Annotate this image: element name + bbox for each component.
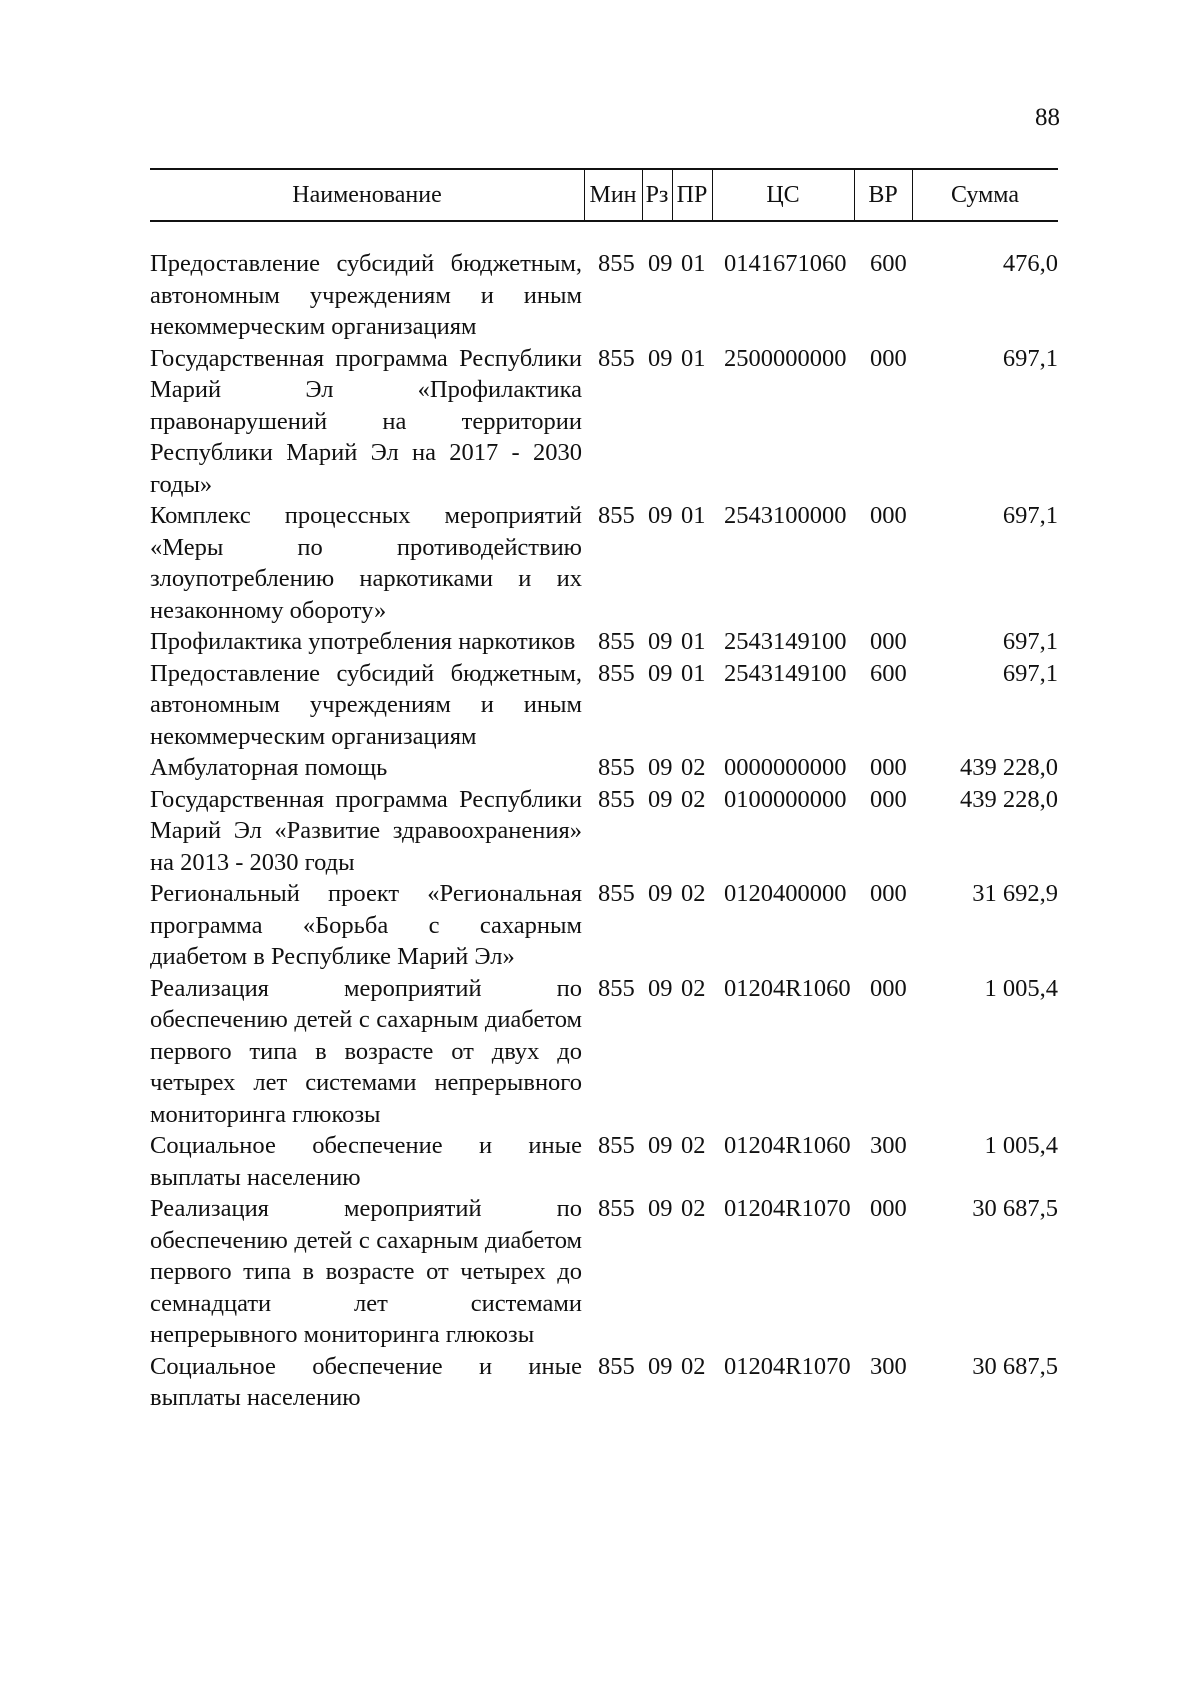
table-row (150, 878, 1058, 973)
row-pr: 01 (681, 659, 706, 687)
row-pr: 02 (681, 1132, 706, 1159)
row-min: 855 (598, 1195, 635, 1222)
row-cs: 01204R1060 (724, 974, 851, 1002)
row-cs: 0100000000 (724, 785, 847, 813)
row-vr: 000 (870, 502, 907, 529)
row-sum: 1 005,4 (984, 1132, 1058, 1159)
row-min: 855 (598, 659, 635, 687)
table-row (150, 1130, 1058, 1193)
row-sum: 697,1 (1002, 344, 1058, 372)
table-row (150, 784, 1058, 879)
header-rz: Рз (645, 182, 669, 208)
row-vr: 300 (870, 1132, 907, 1159)
row-vr: 000 (870, 1195, 907, 1222)
table-row (150, 752, 1058, 784)
row-name: Комплекс процессных мероприятий «Меры по противодействию злоупотреблению наркотиками и их незаконному обороту» (150, 502, 582, 624)
row-name: Социальное обеспечение и иные выплаты населению (150, 1132, 582, 1191)
row-cs: 0141671060 (724, 250, 847, 277)
row-min: 855 (598, 880, 635, 907)
row-name: Государственная программа Республики Марий Эл «Профилактика правонарушений на территории Республики Марий Эл на 2017 - 2030 годы» (150, 344, 582, 498)
row-name: Реализация мероприятий по обеспечению детей с сахарным диабетом первого типа в возрасте от двух до четырех лет системами непрерывного мониторинга глюкозы (150, 974, 582, 1128)
row-sum: 30 687,5 (972, 1352, 1058, 1380)
table-row (150, 1193, 1058, 1351)
row-rz: 09 (648, 880, 673, 907)
row-cs: 2500000000 (724, 344, 847, 372)
row-sum: 1 005,4 (984, 974, 1058, 1002)
row-min: 855 (598, 785, 635, 813)
table-row (150, 973, 1058, 1131)
row-rz: 09 (648, 344, 673, 372)
table-row (150, 343, 1058, 501)
header-cs: ЦС (766, 182, 800, 208)
row-vr: 000 (870, 344, 907, 372)
row-min: 855 (598, 974, 635, 1002)
header-pr: ПР (676, 182, 708, 208)
row-sum: 30 687,5 (972, 1195, 1058, 1222)
row-rz: 09 (648, 628, 673, 655)
row-name: Социальное обеспечение и иные выплаты населению (150, 1352, 582, 1411)
row-pr: 02 (681, 785, 706, 813)
row-name: Региональный проект «Региональная программа «Борьба с сахарным диабетом в Республике Марий Эл» (150, 880, 582, 970)
row-rz: 09 (648, 1195, 673, 1222)
table-row (150, 500, 1058, 626)
row-cs: 2543100000 (724, 502, 847, 529)
row-min: 855 (598, 502, 635, 529)
row-cs: 0120400000 (724, 880, 847, 907)
row-min: 855 (598, 344, 635, 372)
row-rz: 09 (648, 974, 673, 1002)
page-number: 88 (1035, 104, 1060, 131)
row-vr: 300 (870, 1352, 907, 1380)
row-sum: 697,1 (1002, 628, 1058, 655)
row-rz: 09 (648, 502, 673, 529)
row-pr: 02 (681, 880, 706, 907)
row-name: Амбулаторная помощь (150, 754, 388, 781)
row-cs: 2543149100 (724, 659, 847, 687)
row-cs: 01204R1060 (724, 1132, 851, 1159)
row-pr: 02 (681, 974, 706, 1002)
row-name: Предоставление субсидий бюджетным, автономным учреждениям и иным некоммерческим организациям (150, 659, 582, 750)
row-cs: 01204R1070 (724, 1352, 851, 1380)
table-body (150, 248, 1058, 1414)
row-rz: 09 (648, 1132, 673, 1159)
row-vr: 000 (870, 974, 907, 1002)
row-rz: 09 (648, 785, 673, 813)
table-row (150, 1351, 1058, 1414)
row-name: Предоставление субсидий бюджетным, автономным учреждениям и иным некоммерческим организациям (150, 250, 582, 340)
table-row (150, 658, 1058, 753)
row-rz: 09 (648, 250, 673, 277)
row-min: 855 (598, 250, 635, 277)
row-pr: 02 (681, 754, 706, 781)
row-vr: 600 (870, 659, 907, 687)
row-vr: 000 (870, 785, 907, 813)
header-sum: Сумма (951, 182, 1019, 208)
row-min: 855 (598, 1352, 635, 1380)
row-pr: 01 (681, 250, 706, 277)
header-vr: ВР (868, 182, 898, 208)
row-name: Профилактика употребления наркотиков (150, 628, 576, 655)
row-pr: 01 (681, 502, 706, 529)
table-row (150, 626, 1058, 658)
row-pr: 01 (681, 344, 706, 372)
budget-table (150, 168, 1058, 1414)
row-rz: 09 (648, 659, 673, 687)
row-min: 855 (598, 1132, 635, 1159)
row-rz: 09 (648, 754, 673, 781)
table-row (150, 248, 1058, 343)
row-vr: 000 (870, 880, 907, 907)
row-cs: 0000000000 (724, 754, 847, 781)
row-cs: 01204R1070 (724, 1195, 851, 1222)
header-min: Мин (589, 182, 637, 208)
table-header (150, 168, 1058, 222)
row-vr: 000 (870, 628, 907, 655)
row-sum: 697,1 (1002, 502, 1058, 529)
row-sum: 31 692,9 (972, 880, 1058, 907)
row-sum: 439 228,0 (960, 754, 1058, 781)
row-rz: 09 (648, 1352, 673, 1380)
row-min: 855 (598, 628, 635, 655)
row-name: Реализация мероприятий по обеспечению детей с сахарным диабетом первого типа в возрасте от четырех до семнадцати лет системами непрерывного мониторинга глюкозы (150, 1195, 582, 1348)
row-pr: 01 (681, 628, 706, 655)
row-vr: 600 (870, 250, 907, 277)
row-sum: 697,1 (1002, 659, 1058, 687)
row-vr: 000 (870, 754, 907, 781)
row-sum: 439 228,0 (960, 785, 1058, 813)
row-pr: 02 (681, 1195, 706, 1222)
row-pr: 02 (681, 1352, 706, 1380)
row-sum: 476,0 (1002, 250, 1058, 277)
header-name: Наименование (292, 182, 442, 208)
row-min: 855 (598, 754, 635, 781)
row-cs: 2543149100 (724, 628, 847, 655)
row-name: Государственная программа Республики Марий Эл «Развитие здравоохранения» на 2013 - 2030 годы (150, 785, 582, 876)
